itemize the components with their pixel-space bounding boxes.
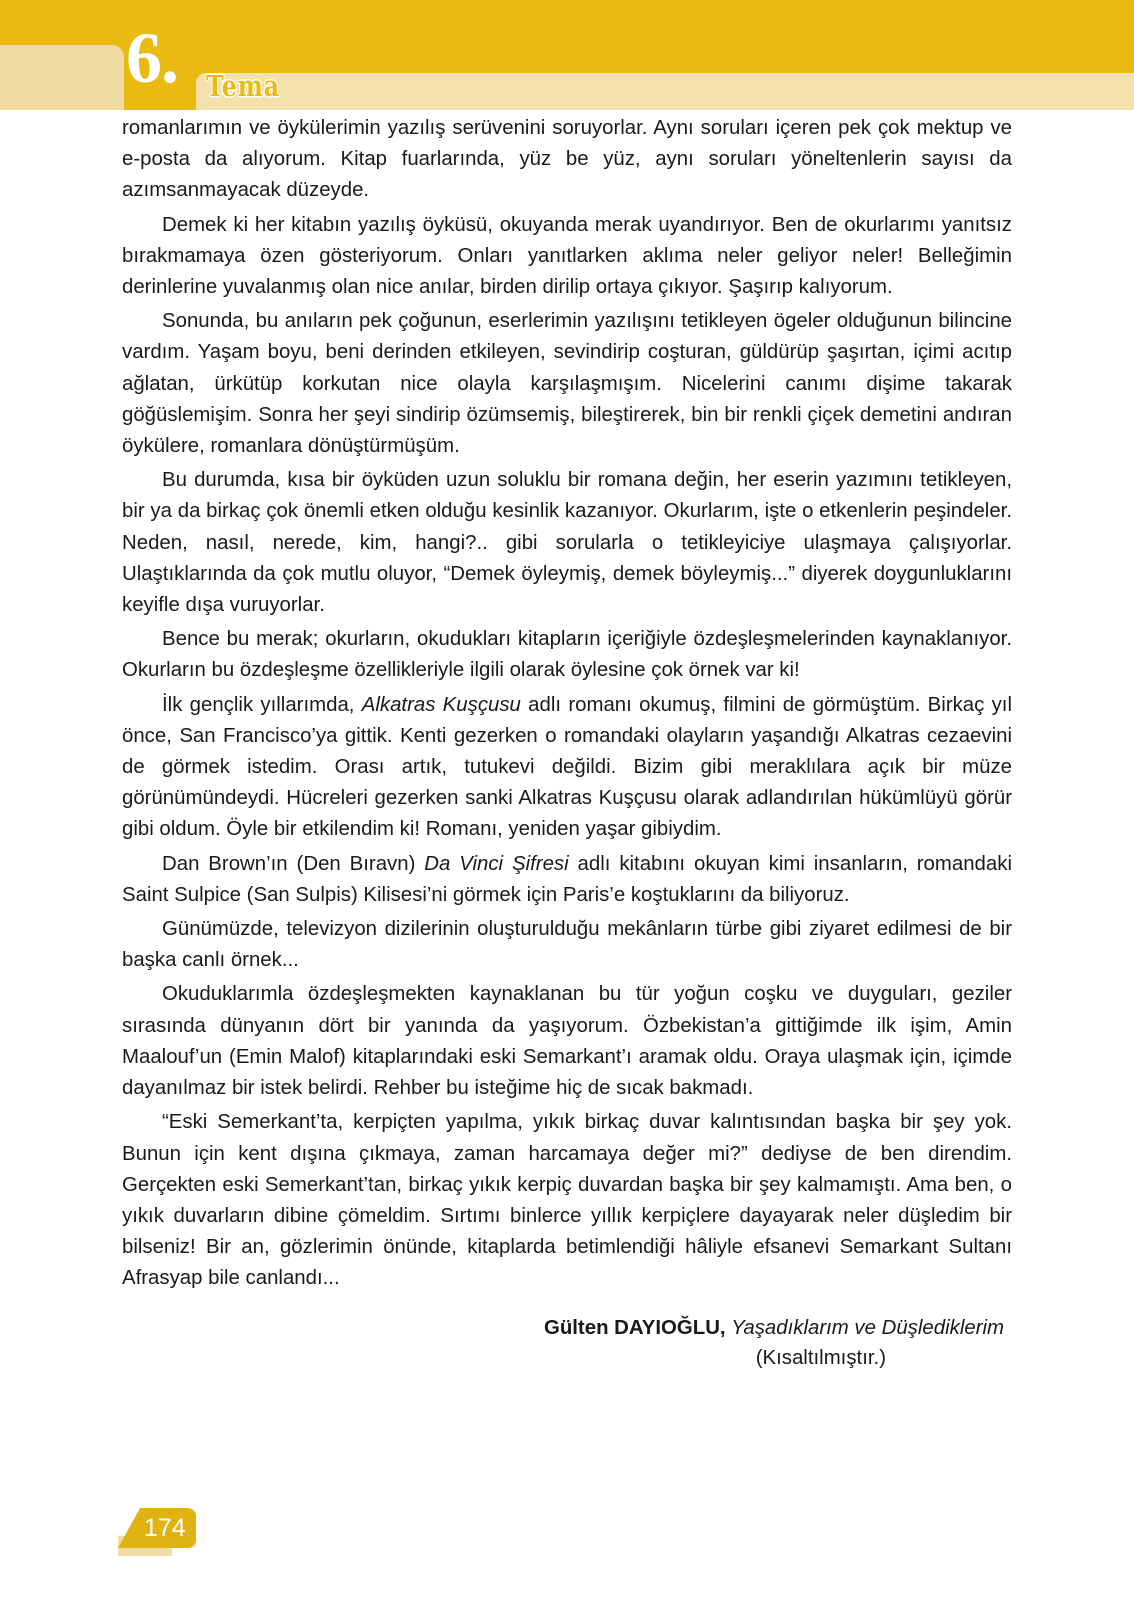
paragraph <box>122 849 1012 911</box>
theme-number: 6. <box>126 18 178 98</box>
text-run: Bu durumda, kısa bir öyküden uzun soluklu bir romana değin, her eserin yazımını tetikleyen, bir ya da birkaç çok önemli etken olduğu kesinlik kazanıyor. Okurlarım, işte o etkenlerin peşindeler. Neden, nasıl, nerede, kim, hangi?.. gibi sorularla o tetikleyiciye ulaşmaya çalışıyorlar. Ulaştıklarında da çok mutlu oluyor, “Demek öyleymiş, demek böyleymiş...” diyerek doygunluklarını keyifle dışa vuruyorlar. <box>122 469 1012 617</box>
text-run: Okuduklarımla özdeşleşmekten kaynaklanan bu tür yoğun coşku ve duyguları, geziler sırasında dünyanın dört bir yanında da yaşıyorum. Özbekistan’a gittiğimde ilk işim, Amin Maalouf’un (Emin Malof) kitaplarındaki eski Semarkant’ı aramak oldu. Oraya ulaşmak için, içimde dayanılmaz bir istek belirdi. Rehber bu isteğime hiç de sıcak bakmadı. <box>122 983 1012 1100</box>
paragraph <box>122 113 1012 207</box>
paragraph <box>122 914 1012 976</box>
text-run: Demek ki her kitabın yazılış öyküsü, okuyanda merak uyandırıyor. Ben de okurlarımı yanıtsız bırakmamaya özen gösteriyorum. Onları yanıtlarken aklıma neler geliyor neler! Belleğimin derinlerine yuvalanmış olan nice anılar, birden dirilip ortaya çıkıyor. Şaşırıp kalıyorum. <box>122 213 1012 299</box>
text-run: İlk gençlik yıllarımda, <box>162 693 362 716</box>
text-run: adlı kitabını okuyan kimi insanların, romandaki Saint Sulpice (San Sulpis) Kilisesi’ni görmek için Paris’e koştuklarını da biliyoruz. <box>122 852 1012 906</box>
paragraph <box>122 210 1012 304</box>
paragraph <box>122 306 1012 462</box>
text-run: “Eski Semerkant’ta, kerpiçten yapılma, yıkık birkaç duvar kalıntısından başka bir şey yok. Bunun için kent dışına çıkmaya, zaman harcamaya değer mi?” dediyse de ben direndim. Gerçekten eski Semerkant’tan, birkaç yıkık kerpiç duvardan başka bir şey kalmamıştı. Ama ben, o yıkık duvarların dibine çömeldim. Sırtımı binlerce yıllık kerpiçlere dayayarak neler düşledim bir bilseniz! Bir an, gözlerimin önünde, kitaplarda betimlendiği hâliyle efsanevi Semarkant Sultanı Afrasyap bile canlandı... <box>122 1111 1012 1290</box>
paragraph <box>122 465 1012 621</box>
attribution-note: (Kısaltılmıştır.) <box>755 1346 886 1369</box>
text-run: romanlarımın ve öykülerimin yazılış serüvenini soruyorlar. Aynı soruları içeren pek çok mektup ve e-posta da alıyorum. Kitap fuarlarında, yüz be yüz, aynı soruları yöneltenlerin sayısı da azımsanmayacak düzeyde. <box>122 117 1012 202</box>
header-cream-left-block <box>0 45 124 110</box>
paragraph <box>122 979 1012 1104</box>
attribution-author: Gülten DAYIOĞLU, <box>543 1316 726 1339</box>
attribution-work: Yaşadıklarım ve Düşlediklerim <box>731 1316 1004 1339</box>
page-number: 174 <box>144 1514 186 1542</box>
text-run: Bence bu merak; okurların, okudukları kitapların içeriğiyle özdeşleşmelerinden kaynaklanıyor. Okurların bu özdeşleşme özellikleriyle ilgili olarak öylesine çok örnek var ki! <box>122 628 1012 682</box>
text-run: Sonunda, bu anıların pek çoğunun, eserlerimin yazılışını tetikleyen ögeler olduğunun bilincine vardım. Yaşam boyu, beni derinden etkileyen, sevindirip coşturan, güldürüp şaşırtan, içimi acıtıp ağlatan, ürkütüp korkutan nice olayla karşılaşmışım. Nicelerini canımı dişime takarak göğüslemişim. Sonra her şeyi sindirip özümsemiş, bileştirerek, bin bir renkli çiçek demetini andıran öykülere, romanlara dönüştürmüşüm. <box>122 310 1012 458</box>
text-run: Günümüzde, televizyon dizilerinin oluşturulduğu mekânların türbe gibi ziyaret edilmesi de bir başka canlı örnek... <box>122 918 1012 972</box>
italic-title: Da Vinci Şifresi <box>424 852 569 875</box>
paragraph <box>122 690 1012 846</box>
text-run: adlı romanı okumuş, filmini de görmüştüm. Birkaç yıl önce, San Francisco’ya gittik. Kenti gezerken o romandaki olayların yaşandığı Alkatras cezaevini de görmek istedim. Orası artık, tutukevi değildi. Bizim gibi meraklılara açık bir müze görünümündeydi. Hücreleri gezerken sanki Alkatras Kuşçusu olarak adlandırılan hükümlüyü görür gibi oldum. Öyle bir etkilendim ki! Romanı, yeniden yaşar gibiydim. <box>122 693 1013 841</box>
header-cream-band <box>196 73 1134 110</box>
text-run: Dan Brown’ın (Den Bıravn) <box>162 852 425 875</box>
paragraph-list <box>122 113 1012 1295</box>
page-header <box>0 0 1134 110</box>
italic-title: Alkatras Kuşçusu <box>361 693 521 716</box>
theme-label: Tema <box>206 69 280 103</box>
page-number-badge <box>118 1508 238 1556</box>
article-body <box>122 113 1012 1373</box>
paragraph <box>122 1107 1012 1294</box>
paragraph <box>122 624 1012 686</box>
attribution <box>122 1313 1012 1373</box>
